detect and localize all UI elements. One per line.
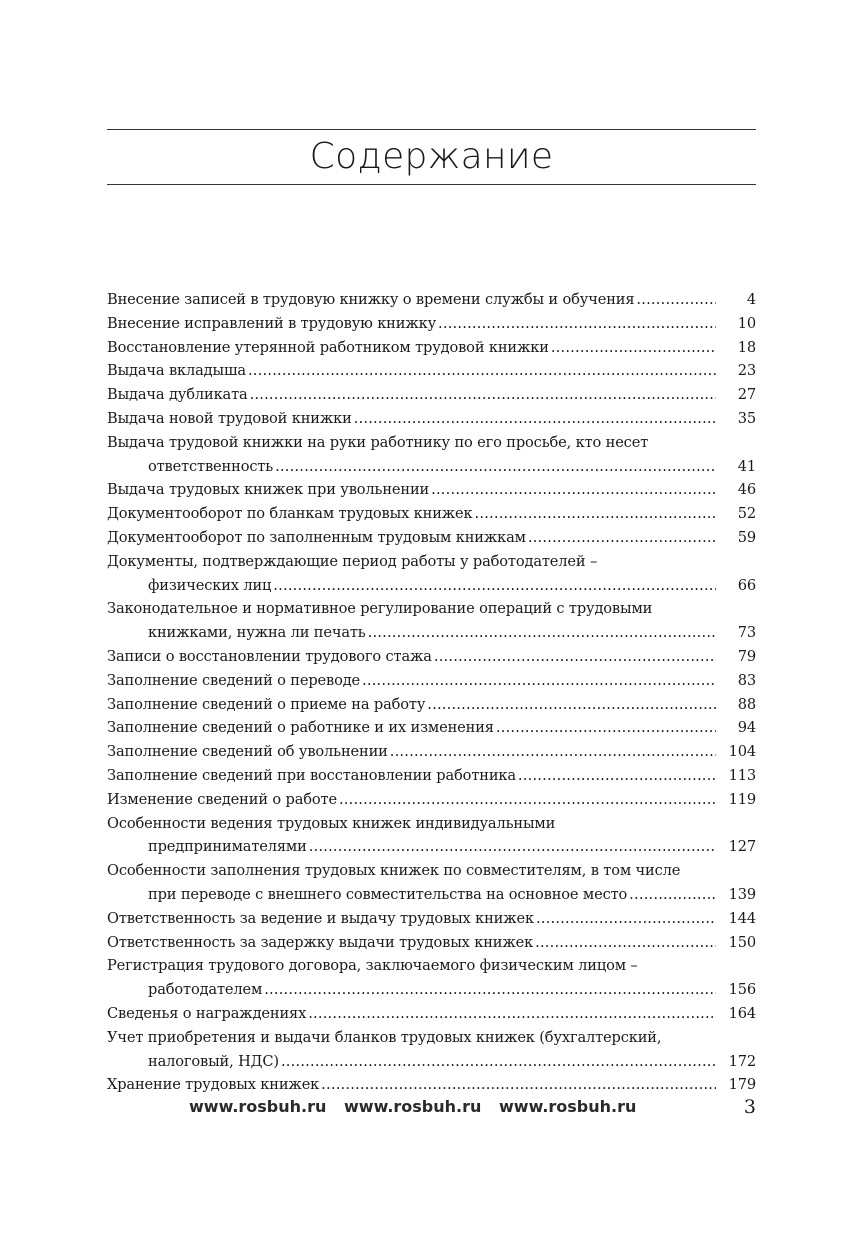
toc-entry-line [107, 502, 756, 526]
dot-leader [528, 526, 716, 550]
toc-entry[interactable] [107, 502, 756, 526]
toc-page-number: 23 [737, 362, 756, 380]
toc-page-number: 139 [728, 885, 756, 903]
toc-page-number: 144 [728, 909, 756, 927]
dot-leader [536, 907, 716, 931]
toc-page-number: 88 [737, 695, 756, 713]
toc-page-number: 66 [737, 576, 756, 594]
toc-entry[interactable] [107, 812, 756, 860]
toc-entry-line [107, 931, 756, 955]
toc-entry-line [107, 740, 756, 764]
toc-entry[interactable] [107, 1026, 756, 1074]
dot-leader [309, 835, 716, 859]
toc-page-number: 127 [728, 838, 756, 856]
toc-entry-line [107, 954, 756, 978]
toc-page-number: 35 [737, 409, 756, 427]
toc-entry-title: налоговый, НДС) [148, 1052, 279, 1070]
toc-page-number: 113 [728, 766, 756, 784]
toc-entry-line [107, 455, 756, 479]
dot-leader [636, 288, 716, 312]
toc-page-number: 164 [728, 1004, 756, 1022]
toc-entry-title: Заполнение сведений о работнике и их изменения [107, 719, 494, 737]
toc-entry[interactable] [107, 526, 756, 550]
toc-entry-title: Ответственность за задержку выдачи трудовых книжек [107, 933, 534, 951]
toc-entry-title: Особенности ведения трудовых книжек индивидуальными [107, 814, 556, 832]
toc-page-number: 18 [737, 338, 756, 356]
toc-entry[interactable] [107, 478, 756, 502]
toc-entry-title: Особенности заполнения трудовых книжек по совместителям, в том числе [107, 862, 681, 880]
toc-entry-title: Записи о восстановлении трудового стажа [107, 647, 432, 665]
dot-leader [264, 978, 716, 1002]
dot-leader [535, 931, 716, 955]
dot-leader [551, 336, 716, 360]
toc-entry-title: Учет приобретения и выдачи бланков трудовых книжек (бухгалтерский, [107, 1028, 662, 1046]
table-of-contents [107, 288, 756, 1097]
toc-entry-line [107, 1002, 756, 1026]
toc-entry-title: Выдача трудовых книжек при увольнении [107, 481, 430, 499]
toc-entry-title: Документооборот по бланкам трудовых книжек [107, 505, 473, 523]
footer-site-link[interactable]: www.rosbuh.ru [499, 1097, 637, 1116]
page-footer [107, 1093, 756, 1121]
toc-entry-line [107, 336, 756, 360]
toc-entry-line [107, 907, 756, 931]
toc-entry-title: Заполнение сведений об увольнении [107, 743, 388, 761]
toc-entry-title: Хранение трудовых книжек [107, 1076, 320, 1094]
toc-entry-line [107, 812, 756, 836]
toc-page-number: 79 [737, 647, 756, 665]
toc-entry-title: книжками, нужна ли печать [148, 624, 366, 642]
toc-entry-title: Заполнение сведений о переводе [107, 671, 361, 689]
toc-entry-line [107, 978, 756, 1002]
toc-entry[interactable] [107, 336, 756, 360]
toc-entry-line [107, 693, 756, 717]
toc-page-number: 119 [728, 790, 756, 808]
toc-entry-title: предпринимателями [148, 838, 307, 856]
toc-entry-title: Выдача дубликата [107, 386, 248, 404]
dot-leader [275, 455, 716, 479]
toc-entry-title: Выдача вкладыша [107, 362, 246, 380]
toc-page-number: 104 [728, 743, 756, 761]
footer-site-link[interactable]: www.rosbuh.ru [344, 1097, 482, 1116]
toc-entry-line [107, 859, 756, 883]
dot-leader [518, 764, 716, 788]
dot-leader [475, 502, 716, 526]
toc-entry-line [107, 312, 756, 336]
toc-entry-line [107, 574, 756, 598]
toc-entry[interactable] [107, 740, 756, 764]
dot-leader [362, 669, 716, 693]
toc-entry-line [107, 288, 756, 312]
toc-entry-title: Документооборот по заполненным трудовым книжкам [107, 528, 526, 546]
toc-page-number: 73 [737, 624, 756, 642]
toc-entry-title: Заполнение сведений при восстановлении работника [107, 766, 516, 784]
toc-page-number: 83 [737, 671, 756, 689]
toc-page-number: 172 [728, 1052, 756, 1070]
toc-page-number: 41 [737, 457, 756, 475]
toc-entry-line [107, 359, 756, 383]
dot-leader [438, 312, 716, 336]
toc-entry-title: Сведенья о награждениях [107, 1004, 307, 1022]
toc-page-number: 10 [737, 314, 756, 332]
page-number: 3 [743, 1096, 756, 1118]
dot-leader [434, 645, 716, 669]
toc-entry-line [107, 788, 756, 812]
toc-page-number: 52 [737, 505, 756, 523]
toc-entry-line [107, 621, 756, 645]
dot-leader [354, 407, 716, 431]
toc-entry[interactable] [107, 645, 756, 669]
toc-entry[interactable] [107, 859, 756, 907]
footer-site-link[interactable]: www.rosbuh.ru [189, 1097, 327, 1116]
toc-page-number: 94 [737, 719, 756, 737]
toc-entry-title: Документы, подтверждающие период работы у работодателей – [107, 552, 598, 570]
toc-entry[interactable] [107, 788, 756, 812]
toc-entry[interactable] [107, 764, 756, 788]
toc-entry[interactable] [107, 312, 756, 336]
title-top-rule [107, 129, 756, 130]
toc-entry-line [107, 526, 756, 550]
toc-page-number: 179 [728, 1076, 756, 1094]
toc-entry-line [107, 716, 756, 740]
toc-entry[interactable] [107, 1002, 756, 1026]
toc-entry[interactable] [107, 907, 756, 931]
toc-entry-line [107, 597, 756, 621]
dot-leader [427, 693, 716, 717]
toc-page-number: 59 [737, 528, 756, 546]
toc-entry-title: работодателем [148, 981, 263, 999]
toc-page-number: 150 [728, 933, 756, 951]
dot-leader [281, 1050, 716, 1074]
dot-leader [368, 621, 716, 645]
dot-leader [250, 383, 716, 407]
toc-entry[interactable] [107, 288, 756, 312]
toc-entry[interactable] [107, 693, 756, 717]
toc-entry[interactable] [107, 716, 756, 740]
toc-entry-title: Внесение исправлений в трудовую книжку [107, 314, 437, 332]
toc-entry-line [107, 478, 756, 502]
toc-entry-title: Восстановление утерянной работником трудовой книжки [107, 338, 549, 356]
toc-entry[interactable] [107, 550, 756, 598]
toc-entry-line [107, 835, 756, 859]
toc-entry-title: Ответственность за ведение и выдачу трудовых книжек [107, 909, 534, 927]
toc-entry-title: Регистрация трудового договора, заключаемого физическим лицом – [107, 957, 638, 975]
dot-leader [431, 478, 716, 502]
toc-page-number: 46 [737, 481, 756, 499]
toc-entry-line [107, 550, 756, 574]
toc-entry-title: Выдача новой трудовой книжки [107, 409, 352, 427]
toc-entry[interactable] [107, 954, 756, 1002]
toc-entry[interactable] [107, 431, 756, 479]
toc-entry-line [107, 1050, 756, 1074]
toc-entry[interactable] [107, 407, 756, 431]
dot-leader [273, 574, 716, 598]
dot-leader [496, 716, 716, 740]
dot-leader [308, 1002, 716, 1026]
dot-leader [339, 788, 716, 812]
toc-entry-title: физических лиц [148, 576, 272, 594]
page-title: Содержание [309, 136, 554, 177]
title-bottom-rule [107, 184, 756, 185]
toc-entry-title: Выдача трудовой книжки на руки работнику по его просьбе, кто несет [107, 433, 649, 451]
toc-entry[interactable] [107, 597, 756, 645]
toc-entry-line [107, 1026, 756, 1050]
toc-entry[interactable] [107, 383, 756, 407]
toc-entry-line [107, 383, 756, 407]
toc-entry[interactable] [107, 359, 756, 383]
dot-leader [248, 359, 716, 383]
toc-entry-title: Заполнение сведений о приеме на работу [107, 695, 426, 713]
toc-entry-line [107, 883, 756, 907]
dot-leader [629, 883, 716, 907]
toc-page-number: 156 [728, 981, 756, 999]
toc-entry-title: Изменение сведений о работе [107, 790, 337, 808]
toc-entry-line [107, 764, 756, 788]
toc-entry-line [107, 669, 756, 693]
toc-entry-title: при переводе с внешнего совместительства на основное место [148, 885, 628, 903]
toc-entry-line [107, 645, 756, 669]
toc-page-number: 27 [737, 386, 756, 404]
toc-entry-line [107, 407, 756, 431]
toc-entry-title: Внесение записей в трудовую книжку о времени службы и обучения [107, 291, 635, 308]
toc-entry[interactable] [107, 669, 756, 693]
toc-entry-title: Законодательное и нормативное регулирование операций с трудовыми [107, 600, 653, 618]
dot-leader [390, 740, 716, 764]
toc-entry-line [107, 431, 756, 455]
toc-page-number: 4 [746, 291, 756, 308]
toc-entry[interactable] [107, 931, 756, 955]
toc-entry-title: ответственность [148, 457, 274, 475]
